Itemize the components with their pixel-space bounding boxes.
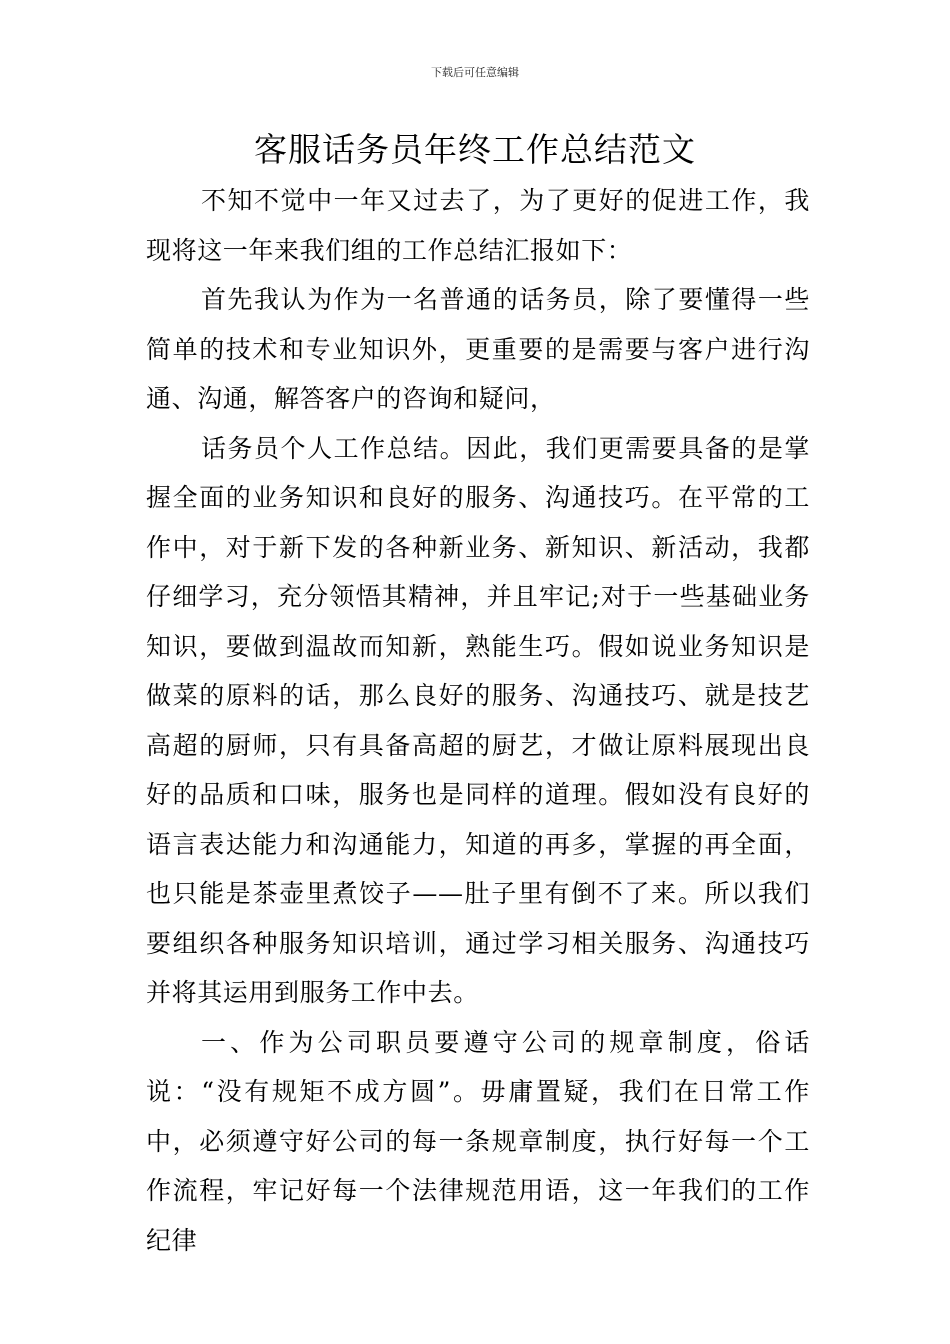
paragraph-intro: 不知不觉中一年又过去了，为了更好的促进工作，我现将这一年来我们组的工作总结汇报如下：	[146, 186, 810, 265]
header-note: 下载后可任意编辑	[431, 66, 519, 79]
paragraph-skills: 话务员个人工作总结。因此，我们更需要具备的是掌握全面的业务知识和良好的服务、沟通技巧。在平常的工作中，对于新下发的各种新业务、新知识、新活动，我都仔细学习，充分领悟其精神，并且牢记;对于一些基础业务知识，要做到温故而知新，熟能生巧。假如说业务知识是做菜的原料的话，那么良好的服务、沟通技巧、就是技艺高超的厨师，只有具备高超的厨艺，才做让原料展现出良好的品质和口味，服务也是同样的道理。假如没有良好的语言表达能力和沟通能力，知道的再多，掌握的再全面，也只能是茶壶里煮饺子——肚子里有倒不了来。所以我们要组织各种服务知识培训，通过学习相关服务、沟通技巧并将其运用到服务工作中去。	[146, 433, 810, 1007]
document-body	[146, 176, 810, 1265]
document-title: 客服话务员年终工作总结范文	[254, 130, 696, 169]
paragraph-rules: 一、作为公司职员要遵守公司的规章制度，俗话说：“没有规矩不成方圆”。毋庸置疑，我们在日常工作中，必须遵守好公司的每一条规章制度，执行好每一个工作流程，牢记好每一个法律规范用语，这一年我们的工作纪律	[146, 1027, 810, 1255]
paragraph-communication: 首先我认为作为一名普通的话务员，除了要懂得一些简单的技术和专业知识外，更重要的是需要与客户进行沟通、沟通，解答客户的咨询和疑问，	[146, 285, 810, 413]
